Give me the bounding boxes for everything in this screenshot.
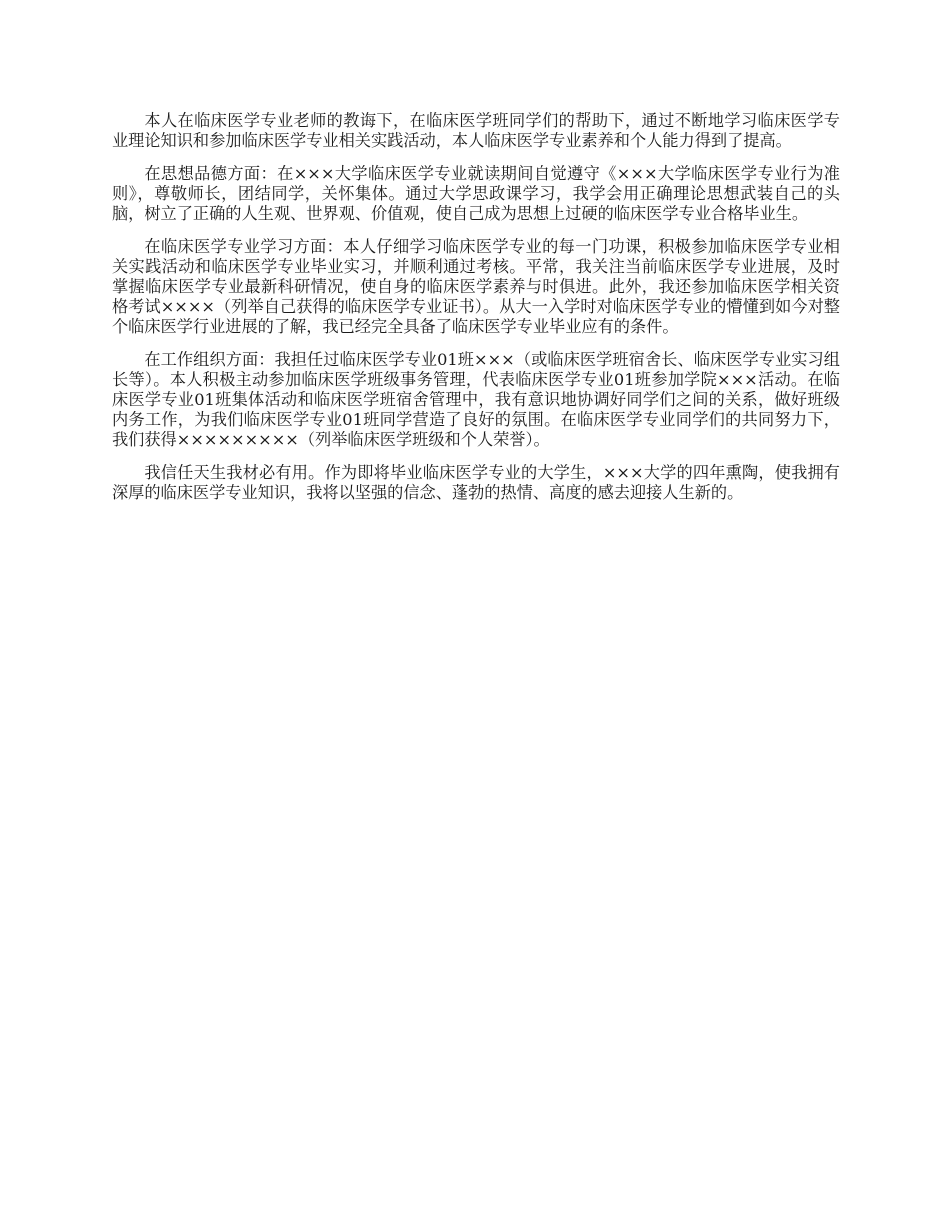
paragraph-moral: 在思想品德方面：在×××大学临床医学专业就读期间自觉遵守《×××大学临床医学专业行为准则》，尊敬师长，团结同学，关怀集体。通过大学思政课学习，我学会用正确理论思想武装自己的头脑，树立了正确的人生观、世界观、价值观，使自己成为思想上过硬的临床医学专业合格毕业生。 <box>112 164 840 223</box>
paragraph-work: 在工作组织方面：我担任过临床医学专业01班×××（或临床医学班宿舍长、临床医学专业实习组长等）。本人积极主动参加临床医学班级事务管理，代表临床医学专业01班参加学院×××活动。在临床医学专业01班集体活动和临床医学班宿舍管理中，我有意识地协调好同学们之间的关系，做好班级内务工作，为我们临床医学专业01班同学营造了良好的氛围。在临床医学专业同学们的共同努力下，我们获得×××××××××（列举临床医学班级和个人荣誉）。 <box>112 350 840 449</box>
paragraph-study: 在临床医学专业学习方面：本人仔细学习临床医学专业的每一门功课，积极参加临床医学专业相关实践活动和临床医学专业毕业实习，并顺利通过考核。平常，我关注当前临床医学专业进展，及时掌握临床医学专业最新科研情况，使自身的临床医学素养与时俱进。此外，我还参加临床医学相关资格考试××××（列举自己获得的临床医学专业证书）。从大一入学时对临床医学专业的懵懂到如今对整个临床医学行业进展的了解，我已经完全具备了临床医学专业毕业应有的条件。 <box>112 237 840 336</box>
paragraph-intro: 本人在临床医学专业老师的教诲下，在临床医学班同学们的帮助下，通过不断地学习临床医学专业理论知识和参加临床医学专业相关实践活动，本人临床医学专业素养和个人能力得到了提高。 <box>112 111 840 150</box>
paragraph-closing: 我信任天生我材必有用。作为即将毕业临床医学专业的大学生，×××大学的四年熏陶，使我拥有深厚的临床医学专业知识，我将以坚强的信念、蓬勃的热情、高度的感去迎接人生新的。 <box>112 463 840 502</box>
document-body <box>112 111 840 516</box>
